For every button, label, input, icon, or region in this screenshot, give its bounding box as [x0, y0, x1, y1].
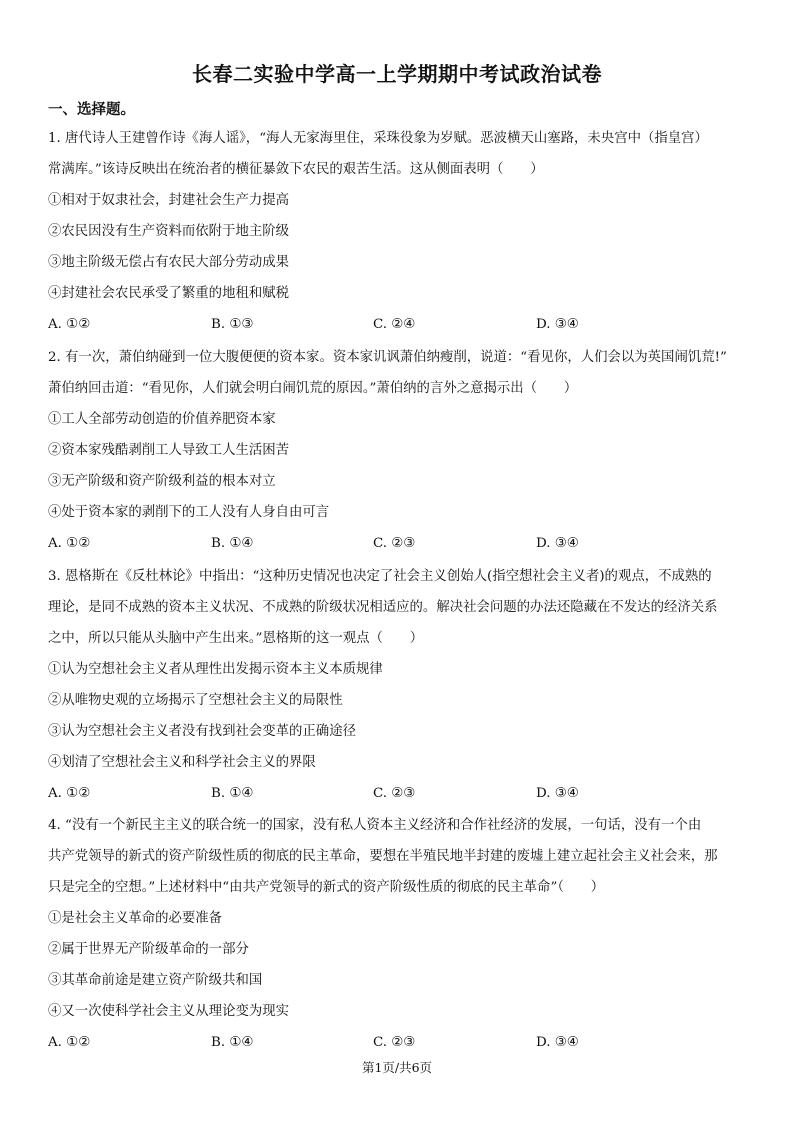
answer-options	[48, 1027, 758, 1058]
question-stem-line: 4. “没有一个新民主主义的联合统一的国家，没有私人资本主义经济和合作社经济的发展，一句话，没有一个由	[48, 818, 702, 833]
option-b: B. ①③	[211, 317, 254, 332]
page-number: 第1页/共6页	[361, 1060, 433, 1075]
question-stem-line: 理论，是同不成熟的资本主义状况、不成熟的阶级状况相适应的。解决社会问题的办法还隐藏在不发达的经济关系	[48, 600, 718, 615]
answer-statement: ④处于资本家的剥削下的工人没有人身自由可言	[48, 505, 330, 520]
question-stem-line: 只是完全的空想。”上述材料中“由共产党领导的新式的资产阶级性质的彻底的民主革命”（ ）	[48, 880, 605, 895]
question-4	[48, 810, 758, 1058]
option-d: D. ③④	[536, 317, 579, 332]
option-a: A. ①②	[48, 1035, 91, 1050]
answer-statement: ③无产阶级和资产阶级利益的根本对立	[48, 474, 276, 489]
question-stem-line: 3. 恩格斯在《反杜林论》中指出：“这种历史情况也决定了社会主义创始人(指空想社会主义者)的观点，不成熟的	[48, 569, 712, 584]
answer-options	[48, 528, 758, 559]
option-a: A. ①②	[48, 786, 91, 801]
option-c: C. ②③	[373, 1035, 416, 1050]
answer-statement: ④又一次使科学社会主义从理论变为现实	[48, 1004, 290, 1019]
answer-statement: ①工人全部劳动创造的价值养肥资本家	[48, 412, 276, 427]
option-d: D. ③④	[536, 1035, 579, 1050]
option-d: D. ③④	[536, 786, 579, 801]
answer-statement: ①相对于奴隶社会，封建社会生产力提高	[48, 193, 290, 208]
answer-statement: ③地主阶级无偿占有农民大部分劳动成果	[48, 255, 290, 270]
answer-options	[48, 778, 758, 809]
answer-statement: ③认为空想社会主义者没有找到社会变革的正确途径	[48, 724, 356, 739]
page-title: 长春二实验中学高一上学期期中考试政治试卷	[192, 62, 602, 86]
question-stem-line: 常满库。”该诗反映出在统治者的横征暴敛下农民的艰苦生活。这从侧面表明（ ）	[48, 162, 544, 177]
option-b: B. ①④	[211, 536, 254, 551]
question-stem-line: 共产党领导的新式的资产阶级性质的彻底的民主革命，要想在半殖民地半封建的废墟上建立起社会主义社会来，那	[48, 849, 718, 864]
option-c: C. ②③	[373, 536, 416, 551]
question-stem-line: 1. 唐代诗人王建曾作诗《海人谣》，“海人无家海里住，采珠役象为岁赋。恶波横天山塞路，未央宫中（指皇宫）	[48, 131, 708, 146]
option-b: B. ①④	[211, 786, 254, 801]
section-heading: 一、选择题。	[48, 102, 135, 118]
option-d: D. ③④	[536, 536, 579, 551]
option-c: C. ②④	[373, 317, 416, 332]
question-3	[48, 561, 758, 809]
question-stem-line: 2. 有一次，萧伯纳碰到一位大腹便便的资本家。资本家讥讽萧伯纳瘦削，说道：“看见你，人们会以为英国闹饥荒!”	[48, 350, 727, 365]
option-a: A. ①②	[48, 317, 91, 332]
answer-statement: ④封建社会农民承受了繁重的地租和赋税	[48, 286, 290, 301]
answer-statement: ④划清了空想社会主义和科学社会主义的界限	[48, 755, 316, 770]
answer-statement: ①是社会主义革命的必要准备	[48, 911, 223, 926]
answer-statement: ②属于世界无产阶级革命的一部分	[48, 942, 249, 957]
option-b: B. ①④	[211, 1035, 254, 1050]
question-2	[48, 342, 758, 559]
answer-statement: ③其革命前途是建立资产阶级共和国	[48, 973, 263, 988]
question-1	[48, 123, 758, 340]
question-stem-line: 之中，所以只能从头脑中产生出来。”恩格斯的这一观点（ ）	[48, 631, 424, 646]
answer-statement: ②农民因没有生产资料而依附于地主阶级	[48, 224, 290, 239]
answer-statement: ①认为空想社会主义者从理性出发揭示资本主义本质规律	[48, 662, 383, 677]
answer-options	[48, 309, 758, 340]
option-a: A. ①②	[48, 536, 91, 551]
question-stem-line: 萧伯纳回击道：“看见你，人们就会明白闹饥荒的原因。”萧伯纳的言外之意揭示出（ ）	[48, 381, 578, 396]
answer-statement: ②从唯物史观的立场揭示了空想社会主义的局限性	[48, 693, 343, 708]
answer-statement: ②资本家残酷剥削工人导致工人生活困苦	[48, 443, 290, 458]
option-c: C. ②③	[373, 786, 416, 801]
